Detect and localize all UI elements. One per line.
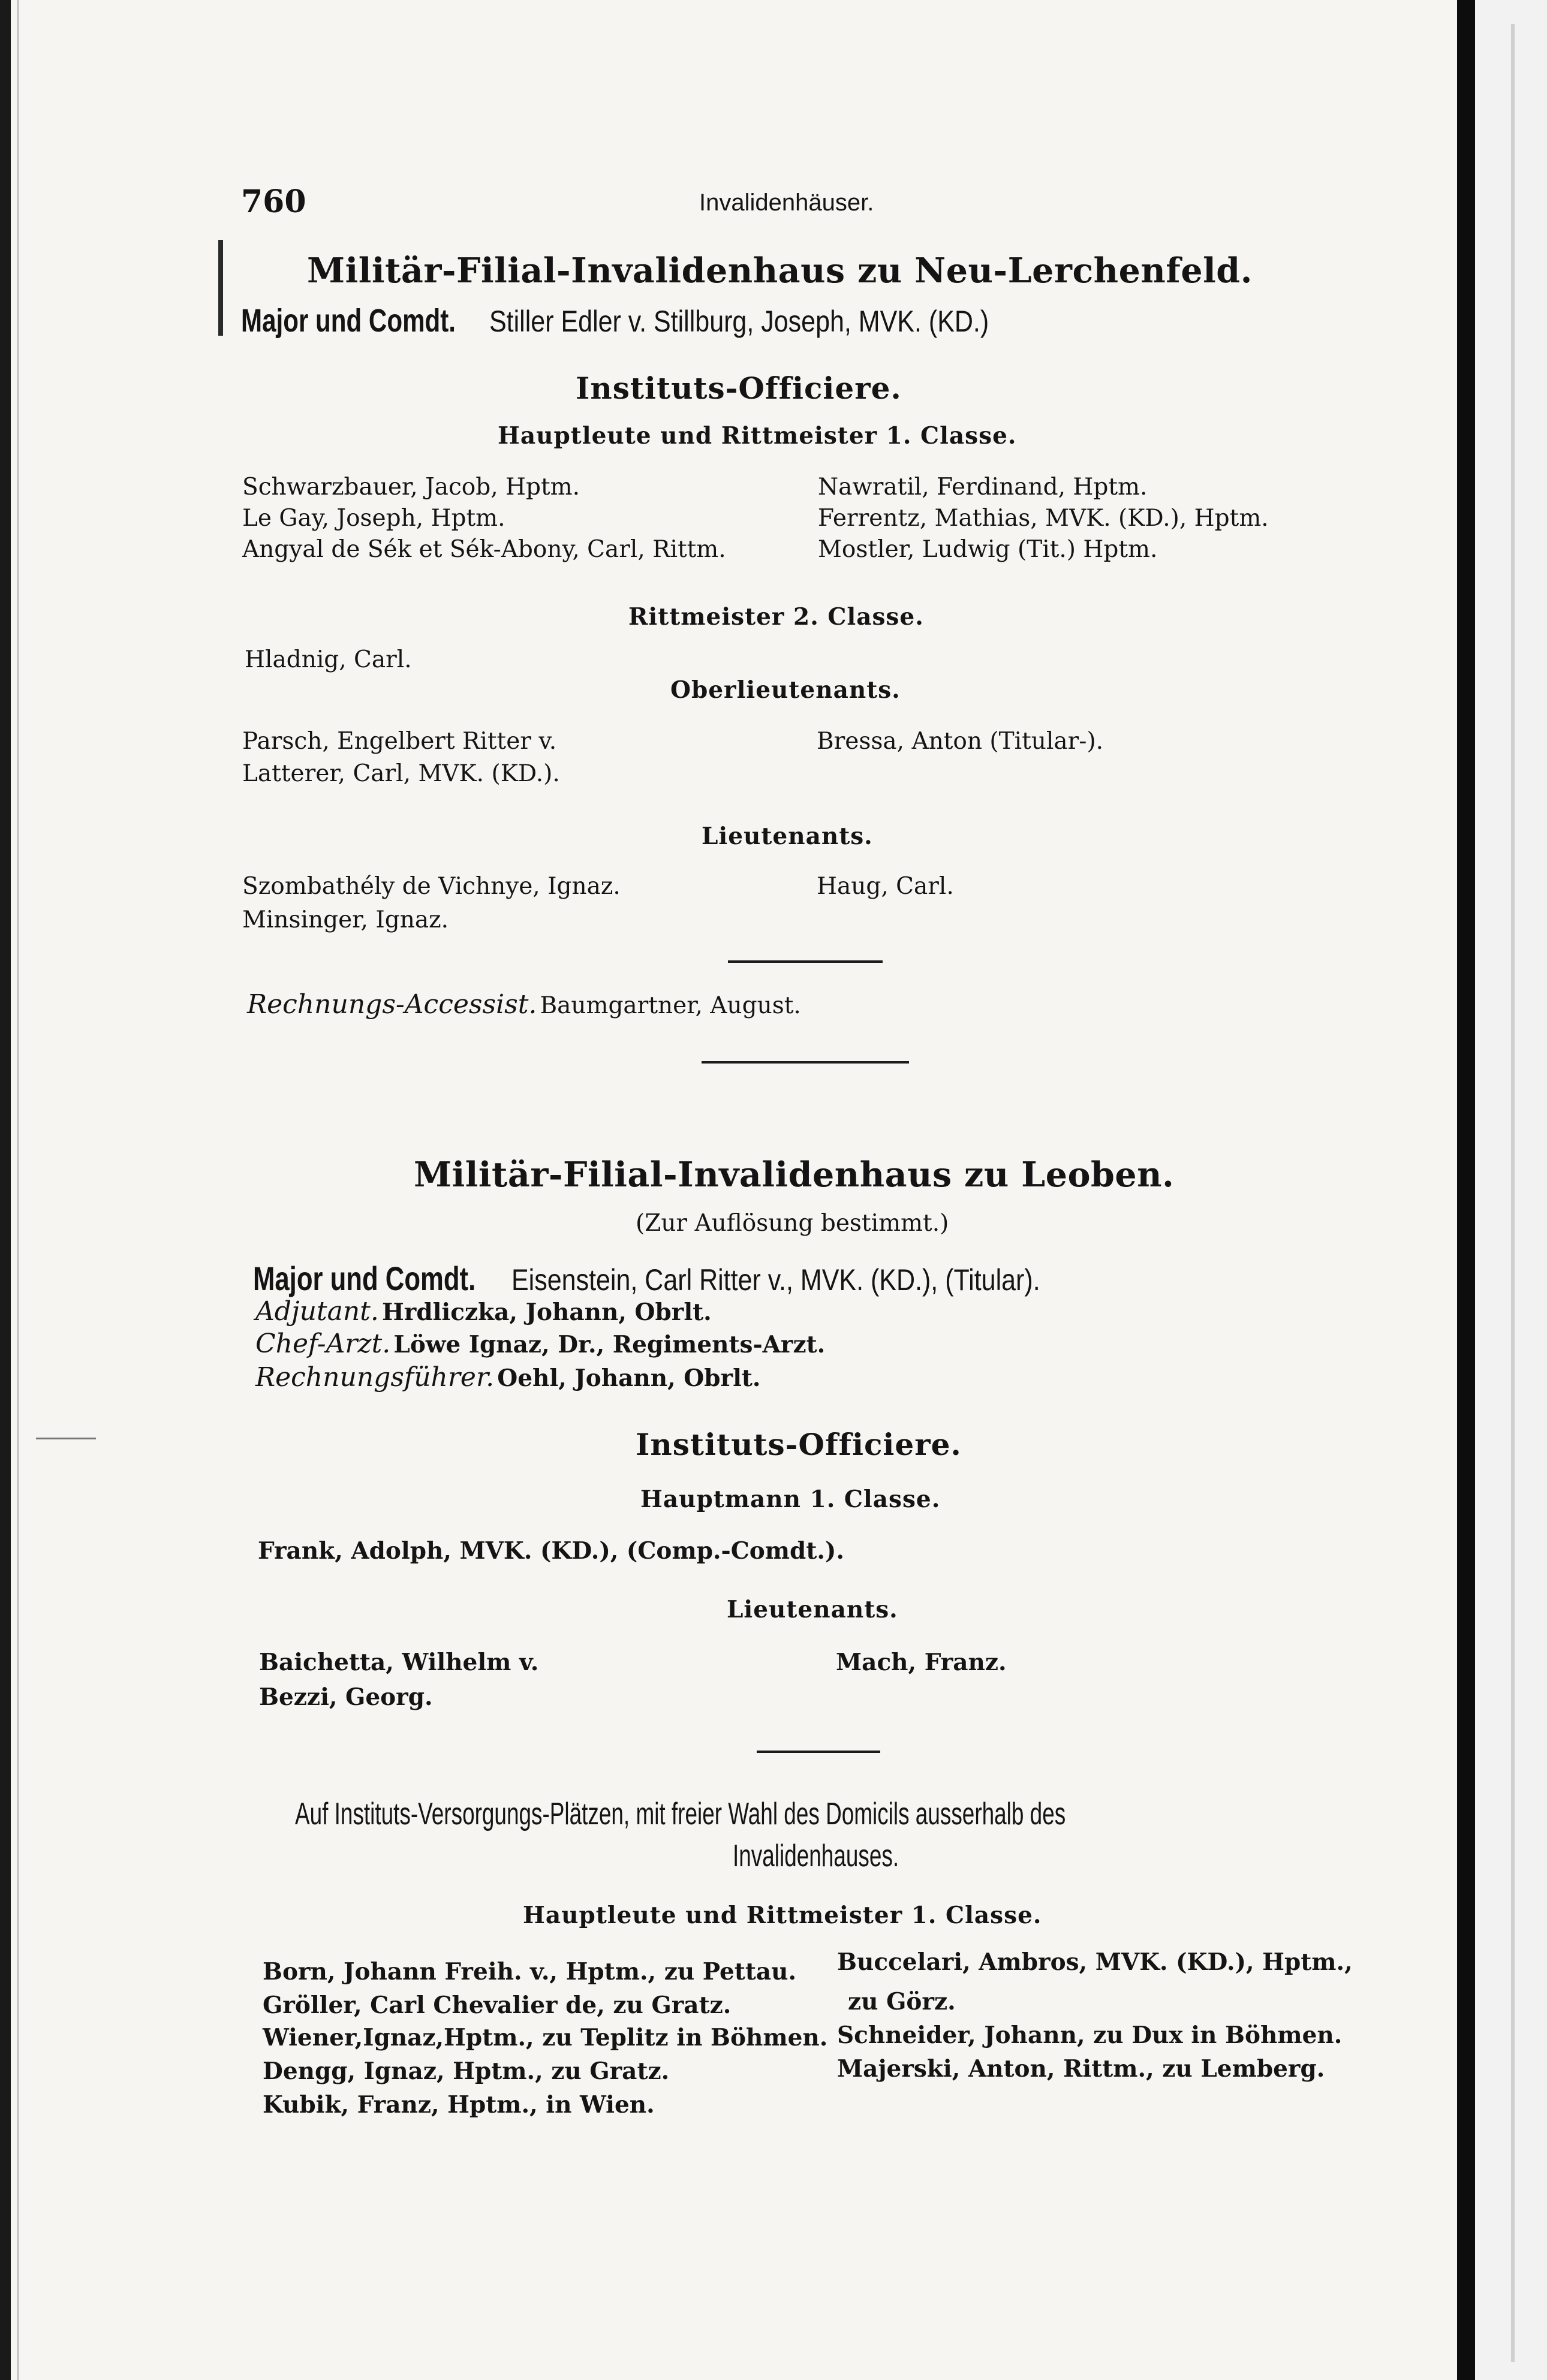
staff-label: Adjutant. bbox=[255, 1296, 379, 1327]
list-item: Born, Johann Freih. v., Hptm., zu Pettau. bbox=[263, 1958, 797, 1986]
list-item: Latterer, Carl, MVK. (KD.). bbox=[242, 760, 560, 787]
staff-value: Hrdliczka, Johann, Obrlt. bbox=[381, 1299, 712, 1326]
list-item: zu Görz. bbox=[848, 1988, 956, 2016]
list-item: Majerski, Anton, Rittm., zu Lemberg. bbox=[837, 2055, 1325, 2083]
list-item: Le Gay, Joseph, Hptm. bbox=[242, 505, 505, 532]
commander-label: Major und Comdt. bbox=[241, 303, 456, 339]
list-item: Ferrentz, Mathias, MVK. (KD.), Hptm. bbox=[818, 505, 1269, 532]
list-item: Dengg, Ignaz, Hptm., zu Gratz. bbox=[263, 2057, 670, 2085]
note-line-2: Invalidenhauses. bbox=[733, 1839, 899, 1873]
staff-value: Löwe Ignaz, Dr., Regiments-Arzt. bbox=[393, 1331, 826, 1358]
list-item: Bezzi, Georg. bbox=[259, 1683, 433, 1711]
section1-commander bbox=[241, 302, 1070, 339]
list-item: Baichetta, Wilhelm v. bbox=[259, 1649, 539, 1676]
accessist-value: Baumgartner, August. bbox=[540, 992, 801, 1019]
section2-lt-heading: Lieutenants. bbox=[727, 1596, 898, 1623]
list-item: Parsch, Engelbert Ritter v. bbox=[242, 728, 557, 755]
section2-title: Militär-Filial-Invalidenhaus zu Leoben. bbox=[414, 1155, 1175, 1195]
staff-label: Chef-Arzt. bbox=[255, 1328, 391, 1359]
commander-value: Stiller Edler v. Stillburg, Joseph, MVK. (KD.) bbox=[489, 305, 989, 338]
section2-subtitle: (Zur Auflösung bestimmt.) bbox=[636, 1210, 949, 1237]
section1-officers-heading: Instituts-Officiere. bbox=[576, 370, 902, 406]
list-item: Schwarzbauer, Jacob, Hptm. bbox=[242, 474, 580, 501]
margin-mark bbox=[218, 240, 223, 336]
list-item: Gröller, Carl Chevalier de, zu Gratz. bbox=[263, 1992, 732, 2019]
staff-chef-arzt bbox=[255, 1328, 825, 1359]
section1-class2-heading: Rittmeister 2. Classe. bbox=[628, 603, 924, 631]
section3-class1-heading: Hauptleute und Rittmeister 1. Classe. bbox=[523, 1902, 1042, 1929]
section1-oberlt-heading: Oberlieutenants. bbox=[670, 676, 901, 704]
page-number: 760 bbox=[241, 183, 306, 220]
staff-label: Rechnungsführer. bbox=[255, 1362, 495, 1393]
commander-value: Eisenstein, Carl Ritter v., MVK. (KD.), (Titular). bbox=[511, 1263, 1040, 1297]
list-item: Mostler, Ludwig (Tit.) Hptm. bbox=[818, 536, 1158, 563]
note-line-1: Auf Instituts-Versorgungs-Plätzen, mit freier Wahl des Domicils ausserhalb des bbox=[295, 1797, 1066, 1831]
list-item: Hladnig, Carl. bbox=[245, 646, 412, 673]
section1-lt-heading: Lieutenants. bbox=[702, 823, 873, 850]
left-scan-line bbox=[17, 0, 19, 2380]
section-divider bbox=[702, 1061, 909, 1064]
list-item: Kubik, Franz, Hptm., in Wien. bbox=[263, 2091, 655, 2119]
list-item: Bressa, Anton (Titular-). bbox=[817, 728, 1104, 755]
commander-label: Major und Comdt. bbox=[253, 1260, 476, 1297]
section1-class1-heading: Hauptleute und Rittmeister 1. Classe. bbox=[498, 422, 1017, 450]
running-title: Invalidenhäuser. bbox=[699, 189, 874, 216]
divider bbox=[728, 960, 883, 963]
list-item: Schneider, Johann, zu Dux in Böhmen. bbox=[837, 2022, 1343, 2049]
staff-rechnungsfuehrer bbox=[255, 1362, 761, 1393]
list-item: Buccelari, Ambros, MVK. (KD.), Hptm., bbox=[837, 1948, 1353, 1976]
accessist-label: Rechnungs-Accessist. bbox=[247, 989, 537, 1020]
accessist-line bbox=[247, 989, 801, 1020]
list-item: Nawratil, Ferdinand, Hptm. bbox=[818, 474, 1148, 501]
margin-dash bbox=[36, 1438, 96, 1439]
list-item: Minsinger, Ignaz. bbox=[242, 906, 449, 933]
list-item: Szombathély de Vichnye, Ignaz. bbox=[242, 873, 621, 900]
section1-title: Militär-Filial-Invalidenhaus zu Neu-Lerchenfeld. bbox=[307, 251, 1253, 291]
section2-class1-heading: Hauptmann 1. Classe. bbox=[640, 1486, 941, 1513]
list-item: Frank, Adolph, MVK. (KD.), (Comp.-Comdt.). bbox=[258, 1537, 844, 1565]
section2-officers-heading: Instituts-Officiere. bbox=[636, 1427, 962, 1462]
staff-value: Oehl, Johann, Obrlt. bbox=[497, 1364, 761, 1392]
left-scan-border bbox=[0, 0, 11, 2380]
staff-adjutant bbox=[255, 1296, 712, 1327]
list-item: Haug, Carl. bbox=[817, 873, 954, 900]
section2-commander bbox=[253, 1259, 1126, 1298]
list-item: Wiener,Ignaz,Hptm., zu Teplitz in Böhmen. bbox=[263, 2024, 828, 2051]
list-item: Angyal de Sék et Sék-Abony, Carl, Rittm. bbox=[242, 536, 726, 563]
right-scan-border bbox=[1457, 0, 1475, 2380]
divider bbox=[757, 1751, 880, 1753]
next-page-line bbox=[1511, 24, 1515, 2362]
list-item: Mach, Franz. bbox=[836, 1649, 1007, 1676]
